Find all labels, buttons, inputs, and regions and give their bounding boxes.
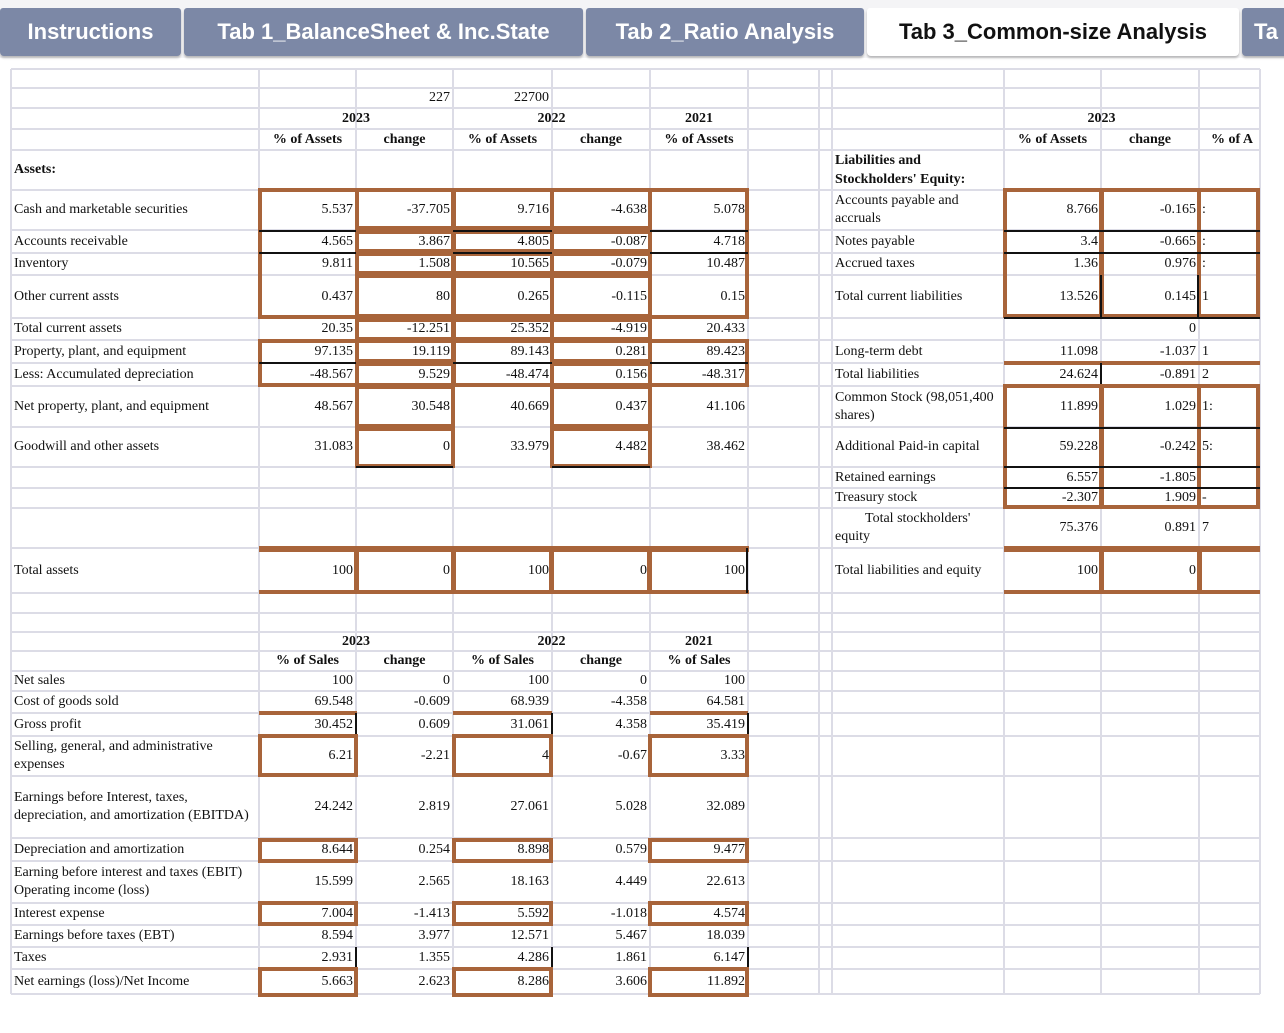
cell-asset-2022-pct[interactable]: 10.565	[510, 256, 549, 271]
cell-asset-2021-pct[interactable]: 0.15	[720, 288, 745, 304]
cell-is-2022-change[interactable]: 3.606	[615, 973, 647, 989]
cell-is-2023-pct[interactable]: 15.599	[314, 874, 353, 889]
cell-liab-2022-pct-cut[interactable]: 7	[1202, 520, 1209, 535]
asset-row-label: Total current assets	[14, 321, 122, 336]
cell-is-2023-pct[interactable]: 30.452	[314, 716, 353, 732]
income-row-label: Taxes	[14, 950, 47, 965]
cell-liab-2023-pct[interactable]: 3.4	[1080, 233, 1098, 249]
liability-row-label: Total liabilities and equity	[835, 562, 982, 578]
gridline-horizontal	[11, 87, 1260, 89]
asset-row-label: Goodwill and other assets	[14, 439, 160, 454]
cell-liab-2023-change[interactable]: 0.145	[1164, 288, 1196, 304]
cell-asset-2023-change[interactable]: 80	[436, 288, 450, 304]
gridline-horizontal	[11, 68, 1260, 70]
asset-row-label: Inventory	[14, 256, 69, 271]
income-row-label: Cost of goods sold	[14, 694, 119, 709]
asset-row-label: Cash and marketable securities	[14, 202, 188, 217]
cell-top-22700[interactable]: 22700	[514, 90, 549, 105]
cell-is-2021-pct[interactable]: 22.613	[706, 874, 745, 889]
cell-is-2021-pct[interactable]: 3.33	[720, 748, 745, 763]
year-header-2022: 2022	[537, 110, 566, 126]
cell-asset-2023-change[interactable]: -12.251	[406, 321, 450, 336]
cell-liab-2023-change[interactable]: 0	[1189, 562, 1196, 578]
gridline-horizontal	[11, 612, 1260, 614]
cell-is-2023-change[interactable]: -2.21	[420, 748, 450, 763]
liability-row-label: Total current liabilities	[835, 288, 963, 304]
cell-is-2023-change[interactable]: -1.413	[413, 906, 450, 921]
liabilities-heading: Liabilities and Stockholders' Equity:	[835, 153, 966, 187]
asset-row-label: Other current assts	[14, 288, 119, 304]
cell-is-2022-change[interactable]: 1.861	[615, 950, 647, 965]
cell-liab-2023-change[interactable]: 0.891	[1164, 520, 1196, 535]
liability-row-label: Common Stock (98,051,400 shares)	[835, 389, 994, 423]
tab-label: Tab 1_BalanceSheet & Inc.State	[217, 19, 550, 44]
cell-is-2021-pct[interactable]: 35.419	[706, 716, 745, 732]
cell-asset-2022-pct[interactable]: 25.352	[510, 321, 549, 336]
asset-row-label: Net property, plant, and equipment	[14, 398, 210, 414]
cell-is-2021-pct[interactable]: 6.147	[713, 950, 745, 965]
cell-asset-2022-pct[interactable]: 4.805	[517, 233, 549, 249]
cell-liab-2023-pct[interactable]: -2.307	[1061, 490, 1098, 505]
is-col-header-pct-2022: % of Sales	[471, 653, 534, 668]
cell-is-2023-pct[interactable]: 100	[332, 673, 353, 688]
cell-liab-2023-pct[interactable]: 11.098	[1060, 343, 1098, 359]
liab-col-header-pct-2023: % of Assets	[1017, 131, 1088, 147]
cell-is-2022-change[interactable]: 5.028	[615, 799, 647, 814]
liab-year-header-2023: 2023	[1087, 110, 1116, 126]
cell-is-2023-pct[interactable]: 2.931	[321, 950, 353, 965]
cell-asset-2022-change[interactable]: 0	[640, 562, 647, 578]
cell-liab-2023-change[interactable]: 1.909	[1164, 490, 1196, 505]
cell-is-2022-change[interactable]: 0	[640, 673, 647, 688]
cell-asset-2021-pct[interactable]: 100	[724, 562, 745, 578]
cell-is-2023-change[interactable]: 0.254	[418, 841, 450, 857]
asset-row-label: Accounts receivable	[14, 233, 128, 249]
cell-is-2023-change[interactable]: 0.609	[418, 716, 450, 732]
is-col-header-pct-2023: % of Sales	[276, 653, 339, 668]
cell-asset-2023-pct[interactable]: 9.811	[322, 256, 353, 271]
liability-row-label	[832, 318, 1004, 340]
cell-asset-2022-change[interactable]: 0.437	[615, 398, 647, 414]
tab-label: Tab 3_Common-size Analysis	[898, 19, 1208, 44]
cell-asset-2022-pct[interactable]: 33.979	[510, 439, 549, 454]
cell-is-2022-pct[interactable]: 18.163	[510, 874, 549, 889]
cell-is-2023-change[interactable]: 3.977	[418, 928, 450, 943]
cell-liab-2023-pct[interactable]: 24.624	[1059, 366, 1098, 382]
is-col-header-change-2023: change	[383, 653, 426, 668]
col-header-pct-2023: % of Assets	[272, 131, 343, 147]
is-year-header-2023: 2023	[342, 633, 370, 649]
cell-is-2023-change[interactable]: 2.623	[418, 973, 450, 989]
cell-is-2022-change[interactable]: 0.579	[615, 841, 647, 857]
cell-is-2022-pct[interactable]: 27.061	[510, 799, 549, 814]
cell-liab-2022-pct-cut[interactable]: -	[1202, 490, 1207, 505]
income-row-label: Earnings before Interest, taxes, depreciation, and amortization (EBITDA)	[14, 790, 249, 823]
cell-asset-2023-change[interactable]: 1.508	[418, 256, 450, 271]
income-row-label: Gross profit	[14, 716, 82, 732]
col-header-change-2022: change	[580, 131, 622, 147]
cell-asset-2023-pct[interactable]: 0.437	[321, 288, 353, 304]
cell-asset-2021-pct[interactable]: 38.462	[706, 439, 745, 454]
cell-is-2023-change[interactable]: 2.819	[418, 799, 450, 814]
is-year-header-2022: 2022	[537, 633, 566, 649]
cell-asset-2023-change[interactable]: -37.705	[406, 202, 450, 217]
cell-asset-2021-pct[interactable]: 5.078	[713, 202, 745, 217]
cell-asset-2022-change[interactable]: 0.281	[615, 343, 647, 359]
cell-liab-2023-pct[interactable]: 11.899	[1060, 398, 1098, 414]
liability-row-label: Notes payable	[835, 233, 915, 249]
cell-liab-2023-pct[interactable]: 100	[1077, 562, 1098, 578]
cell-liab-2023-pct[interactable]: 59.228	[1059, 439, 1098, 454]
assets-heading: Assets:	[14, 162, 56, 177]
cell-asset-2023-pct[interactable]: 100	[332, 562, 353, 578]
cell-asset-2022-change[interactable]: -4.638	[610, 202, 647, 217]
liability-row-label: Total liabilities	[835, 366, 920, 382]
cell-liab-2023-change[interactable]: -1.805	[1159, 469, 1196, 485]
cell-liab-2022-pct-cut[interactable]	[1199, 548, 1284, 593]
cell-liab-2023-change[interactable]: 0	[1189, 321, 1196, 336]
cell-is-2021-pct[interactable]: 32.089	[706, 799, 745, 814]
cell-liab-2022-pct-cut[interactable]	[1199, 467, 1284, 488]
cell-asset-2021-pct[interactable]: 10.487	[706, 256, 745, 271]
cell-asset-2021-pct[interactable]: 41.106	[706, 398, 745, 414]
cell-is-2022-change[interactable]: 5.467	[615, 928, 647, 943]
cell-is-2022-pct[interactable]: 31.061	[510, 716, 549, 732]
cell-asset-2022-change[interactable]: -0.079	[610, 256, 647, 271]
cell-is-2021-pct[interactable]: 11.892	[707, 973, 745, 989]
cell-is-2023-pct[interactable]: 6.21	[328, 748, 353, 763]
cell-liab-2022-pct-cut[interactable]: 1:	[1202, 398, 1213, 414]
cell-liab-2023-change[interactable]: -1.037	[1159, 343, 1196, 359]
cell-liab-2023-change[interactable]: -0.665	[1159, 233, 1196, 249]
cell-is-2023-change[interactable]: -0.609	[413, 694, 450, 709]
cell-is-2023-pct[interactable]: 24.242	[314, 799, 353, 814]
cell-is-2022-change[interactable]: 4.449	[615, 874, 647, 889]
col-header-pct-2022: % of Assets	[467, 131, 538, 147]
tab-label: Instructions	[27, 19, 154, 44]
cell-is-2021-pct[interactable]: 64.581	[706, 694, 745, 709]
cell-liab-2022-pct-cut[interactable]: :	[1202, 233, 1206, 249]
cell-is-2022-pct[interactable]: 4	[542, 748, 549, 763]
liability-row-label: Retained earnings	[835, 469, 936, 485]
is-col-header-pct-2021: % of Sales	[667, 653, 731, 668]
cell-liab-2023-pct[interactable]: 75.376	[1059, 520, 1098, 535]
year-header-2021: 2021	[685, 110, 713, 126]
cell-liab-2023-pct[interactable]	[1004, 318, 1101, 340]
cell-asset-2022-pct[interactable]: 9.716	[517, 202, 549, 217]
income-row-label: Net sales	[14, 673, 65, 688]
cell-is-2022-pct[interactable]: 12.571	[510, 928, 549, 943]
cell-liab-2023-pct[interactable]: 8.766	[1066, 202, 1098, 217]
cell-asset-2021-pct[interactable]: -48.317	[701, 366, 745, 382]
cell-is-2023-change[interactable]: 2.565	[418, 874, 450, 889]
liability-row-label: Additional Paid-in capital	[835, 439, 980, 454]
cell-is-2023-pct[interactable]: 5.663	[321, 973, 353, 989]
cell-is-2021-pct[interactable]: 100	[724, 673, 745, 688]
cell-is-2021-pct[interactable]: 9.477	[713, 841, 745, 857]
cell-liab-2022-pct-cut[interactable]: 1	[1202, 288, 1209, 304]
cell-asset-2021-pct[interactable]: 89.423	[706, 343, 745, 359]
cell-liab-2023-pct[interactable]: 6.557	[1066, 469, 1098, 485]
cell-asset-2023-pct[interactable]: 4.565	[321, 233, 353, 249]
asset-row-label: Less: Accumulated depreciation	[14, 366, 194, 382]
cell-is-2022-pct[interactable]: 100	[528, 673, 549, 688]
liability-row-label: Accrued taxes	[835, 256, 915, 271]
income-row-label: Earnings before taxes (EBT)	[14, 928, 175, 943]
year-header-2023: 2023	[342, 110, 370, 126]
cell-top-227[interactable]: 227	[429, 90, 450, 105]
income-row-label: Earning before interest and taxes (EBIT) Operating income (loss)	[14, 865, 243, 898]
cell-asset-2021-pct[interactable]: 20.433	[706, 321, 745, 336]
income-row-label: Depreciation and amortization	[14, 841, 185, 857]
cell-is-2022-change[interactable]: 4.358	[615, 716, 647, 732]
cell-is-2022-pct[interactable]: 4.286	[517, 950, 549, 965]
cell-liab-2022-pct-cut[interactable]: :	[1202, 202, 1206, 217]
liability-row-label: Treasury stock	[835, 490, 918, 505]
cell-liab-2023-change[interactable]: -0.891	[1159, 366, 1196, 382]
is-col-header-change-2022: change	[580, 653, 622, 668]
cell-asset-2023-change[interactable]: 0	[443, 439, 450, 454]
cell-liab-2022-pct-cut[interactable]	[1199, 318, 1284, 340]
cell-asset-2021-pct[interactable]: 4.718	[713, 233, 745, 249]
cell-asset-2022-pct[interactable]: 100	[528, 562, 549, 578]
cell-asset-2022-change[interactable]: -4.919	[610, 321, 647, 336]
asset-row-label: Property, plant, and equipment	[14, 343, 187, 359]
cell-asset-2022-pct[interactable]: 89.143	[510, 343, 549, 359]
cell-is-2022-change[interactable]: -4.358	[610, 694, 647, 709]
cell-is-2021-pct[interactable]: 4.574	[713, 906, 745, 921]
cell-liab-2022-pct-cut[interactable]: 2	[1202, 366, 1209, 382]
cell-asset-2022-pct[interactable]: 0.265	[517, 288, 549, 304]
cell-is-2023-change[interactable]: 1.355	[418, 950, 450, 965]
cell-asset-2023-change[interactable]: 9.529	[418, 366, 450, 382]
cell-asset-2022-change[interactable]: -0.115	[611, 288, 647, 304]
liability-row-label: Total stockholders' equity	[835, 511, 971, 544]
cell-liab-2023-change[interactable]: -0.242	[1159, 439, 1196, 454]
cell-liab-2023-change[interactable]: 1.029	[1164, 398, 1196, 414]
income-row-label: Selling, general, and administrative expenses	[14, 739, 213, 772]
cell-liab-2022-pct-cut[interactable]: 5:	[1202, 439, 1213, 454]
liability-row-label: Accounts payable and accruals	[835, 193, 959, 226]
is-year-header-2021: 2021	[685, 633, 713, 649]
cell-asset-2023-pct[interactable]: -48.567	[309, 366, 353, 382]
cell-asset-2022-change[interactable]: 4.482	[615, 439, 647, 454]
cell-asset-2023-pct[interactable]: 20.35	[321, 321, 353, 336]
cell-is-2022-pct[interactable]: 68.939	[510, 694, 549, 709]
cell-liab-2023-change[interactable]: 0.976	[1164, 256, 1196, 271]
col-header-pct-2021: % of Assets	[664, 131, 734, 147]
cell-is-2021-pct[interactable]: 18.039	[706, 928, 745, 943]
cell-asset-2023-pct[interactable]: 31.083	[314, 439, 353, 454]
cell-asset-2023-change[interactable]: 19.119	[412, 343, 450, 359]
cell-is-2023-pct[interactable]: 69.548	[314, 694, 353, 709]
liab-col-header-pct-2022-cut: % of A	[1211, 131, 1253, 147]
gridline-vertical	[818, 69, 820, 994]
income-row-label: Net earnings (loss)/Net Income	[14, 973, 190, 989]
cell-is-2023-pct[interactable]: 8.594	[321, 928, 353, 943]
cell-liab-2022-pct-cut[interactable]: 1	[1202, 343, 1209, 359]
liab-col-header-change-2023: change	[1129, 131, 1171, 147]
cell-is-2022-pct[interactable]: 5.592	[517, 906, 549, 921]
cell-liab-2023-change[interactable]: -0.165	[1159, 202, 1196, 217]
cell-is-2022-change[interactable]: -1.018	[610, 906, 647, 921]
tab-label: Tab 2_Ratio Analysis	[615, 19, 835, 44]
col-header-change-2023: change	[383, 131, 426, 147]
cell-asset-2023-pct[interactable]: 5.537	[321, 202, 353, 217]
cell-is-2023-pct[interactable]: 7.004	[321, 906, 353, 921]
cell-asset-2023-change[interactable]: 0	[443, 562, 450, 578]
income-row-label: Interest expense	[14, 906, 105, 921]
cell-is-2023-pct[interactable]: 8.644	[321, 841, 353, 857]
cell-is-2022-pct[interactable]: 8.286	[517, 973, 549, 989]
liability-row-label: Long-term debt	[835, 343, 923, 359]
cell-asset-2023-pct[interactable]: 48.567	[314, 398, 353, 414]
cell-is-2022-pct[interactable]: 8.898	[517, 841, 549, 857]
cell-asset-2023-pct[interactable]: 97.135	[314, 343, 353, 359]
asset-row-label: Total assets	[14, 562, 79, 578]
cell-asset-2022-pct[interactable]: 40.669	[510, 398, 549, 414]
cell-asset-2022-change[interactable]: 0.156	[615, 366, 647, 382]
cell-asset-2023-change[interactable]: 30.548	[411, 398, 450, 414]
cell-asset-2022-pct[interactable]: -48.474	[505, 366, 549, 382]
cell-asset-2022-change[interactable]: -0.087	[610, 233, 647, 249]
cell-liab-2022-pct-cut[interactable]: :	[1202, 256, 1206, 271]
tab-label: Ta	[1254, 19, 1279, 44]
cell-liab-2023-pct[interactable]: 1.36	[1073, 256, 1098, 271]
cell-liab-2023-pct[interactable]: 13.526	[1059, 288, 1098, 304]
cell-asset-2023-change[interactable]: 3.867	[418, 233, 450, 249]
cell-is-2022-change[interactable]: -0.67	[617, 748, 647, 763]
cell-is-2023-change[interactable]: 0	[443, 673, 450, 688]
